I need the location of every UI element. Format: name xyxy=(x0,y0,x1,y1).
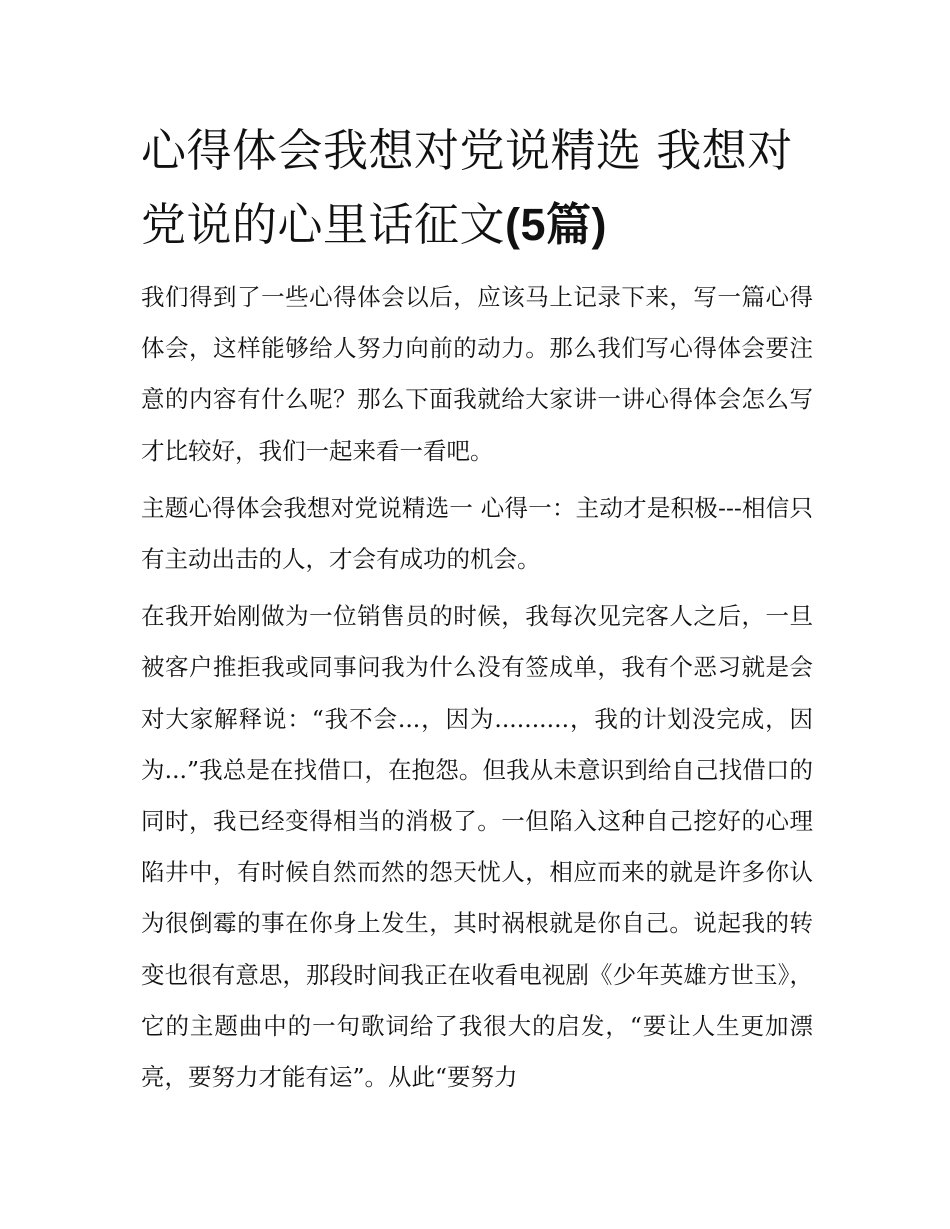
paragraph-heading-one: 主题心得体会我想对党说精选一 心得一：主动才是积极---相信只有主动出击的人，才会有成功的机会。 xyxy=(141,493,813,574)
document-title xyxy=(141,114,813,262)
paragraph-story: 在我开始刚做为一位销售员的时候，我每次见完客人之后，一旦被客户推拒我或同事问我为什么没有签成单，我有个恶习就是会对大家解释说：“我不会...，因为..........，我的计划没完成，因为...”我总是在找借口，在抱怨。但我从未意识到给自己找借口的同时，我已经变得相当的消极了。一但陷入这种自己挖好的心理陷井中，有时候自然而然的怨天忧人，相应而来的就是许多你认为很倒霉的事在你身上发生，其时祸根就是你自己。说起我的转变也很有意思，那段时间我正在收看电视剧《少年英雄方世玉》，它的主题曲中的一句歌词给了我很大的启发，“要让人生更加漂亮，要努力才能有运”。从此“要努力 xyxy=(141,602,813,1092)
document-body xyxy=(141,114,813,1103)
document-title-suffix: (5篇) xyxy=(505,199,608,250)
paragraph-intro: 我们得到了一些心得体会以后，应该马上记录下来，写一篇心得体会，这样能够给人努力向前的动力。那么我们写心得体会要注意的内容有什么呢？那么下面我就给大家讲一讲心得体会怎么写才比较好，我们一起来看一看吧。 xyxy=(141,283,813,465)
document-title-main: 心得体会我想对党说精选 我想对党说的心里话征文 xyxy=(141,124,793,251)
